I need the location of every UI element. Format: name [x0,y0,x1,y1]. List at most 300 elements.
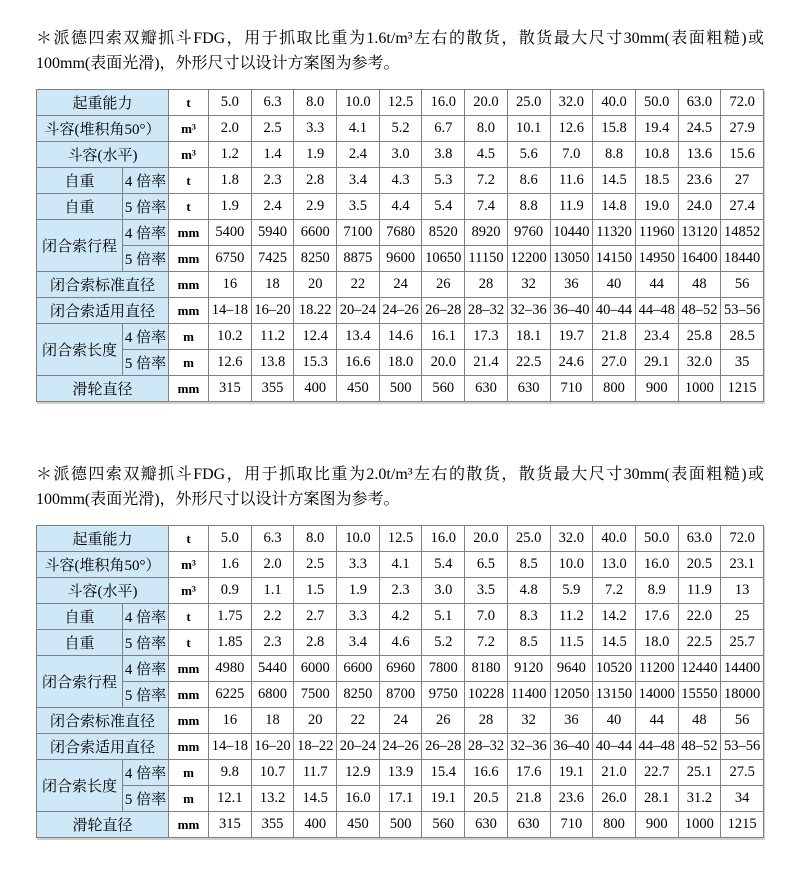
value-cell: 40–44 [593,298,636,324]
value-cell: 16.0 [337,786,380,812]
row-label: 滑轮直径 [37,376,169,402]
value-cell: 3.4 [337,168,380,194]
table-row [37,376,764,402]
value-cell: 44–48 [635,734,678,760]
table-row [37,630,764,656]
value-cell: 11.9 [678,578,721,604]
value-cell: 14950 [635,246,678,272]
table-row [37,142,764,168]
value-cell: 16–20 [251,298,294,324]
value-cell: 315 [209,812,252,838]
value-cell: 16.0 [422,90,465,116]
row-label: 自重 [37,194,123,220]
value-cell: 40 [593,708,636,734]
value-cell: 5.4 [422,194,465,220]
value-cell: 710 [550,812,593,838]
value-cell: 400 [294,812,337,838]
unit-cell: m³ [169,116,209,142]
value-cell: 5.6 [507,142,550,168]
value-cell: 5.0 [209,526,252,552]
table-row [37,324,764,350]
value-cell: 2.0 [251,552,294,578]
unit-cell: m [169,350,209,376]
value-cell: 18440 [721,246,764,272]
value-cell: 10.0 [550,552,593,578]
value-cell: 12.1 [209,786,252,812]
value-cell: 3.0 [379,142,422,168]
value-cell: 3.3 [337,552,380,578]
value-cell: 36–40 [550,734,593,760]
table-row [37,194,764,220]
intro-paragraph-2: ＊派德四索双瓣抓斗FDG，用于抓取比重为2.0t/m³左右的散货，散货最大尺寸30mm(表面粗糙)或100mm(表面光滑)，外形尺寸以设计方案图为参考。 [36,466,764,508]
value-cell: 5.2 [379,116,422,142]
value-cell: 18000 [721,682,764,708]
row-sublabel: 5 倍率 [123,682,169,708]
value-cell: 10520 [593,656,636,682]
spec-section-2 [36,462,764,838]
unit-cell: m [169,324,209,350]
value-cell: 15550 [678,682,721,708]
value-cell: 53–56 [721,734,764,760]
value-cell: 3.8 [422,142,465,168]
value-cell: 26 [422,708,465,734]
value-cell: 50.0 [635,90,678,116]
value-cell: 2.4 [337,142,380,168]
value-cell: 13.9 [379,760,422,786]
value-cell: 20–24 [337,298,380,324]
value-cell: 450 [337,376,380,402]
value-cell: 16 [209,272,252,298]
unit-cell: t [169,526,209,552]
value-cell: 16–20 [251,734,294,760]
value-cell: 5.3 [422,168,465,194]
value-cell: 32 [507,272,550,298]
value-cell: 36 [550,272,593,298]
value-cell: 13 [721,578,764,604]
row-sublabel: 4 倍率 [123,168,169,194]
value-cell: 53–56 [721,298,764,324]
value-cell: 25 [721,604,764,630]
value-cell: 20–24 [337,734,380,760]
value-cell: 20.0 [422,350,465,376]
unit-cell: mm [169,656,209,682]
value-cell: 10.1 [507,116,550,142]
value-cell: 16.6 [337,350,380,376]
value-cell: 3.0 [422,578,465,604]
value-cell: 19.1 [422,786,465,812]
value-cell: 20.5 [465,786,508,812]
value-cell: 24.6 [550,350,593,376]
value-cell: 9750 [422,682,465,708]
value-cell: 12.5 [379,90,422,116]
row-sublabel: 5 倍率 [123,786,169,812]
value-cell: 5.2 [422,630,465,656]
value-cell: 3.4 [337,630,380,656]
value-cell: 800 [593,812,636,838]
value-cell: 32.0 [550,90,593,116]
value-cell: 11400 [507,682,550,708]
value-cell: 10440 [550,220,593,246]
value-cell: 5940 [251,220,294,246]
value-cell: 900 [635,376,678,402]
value-cell: 12.6 [550,116,593,142]
value-cell: 4.8 [507,578,550,604]
value-cell: 21.4 [465,350,508,376]
value-cell: 9760 [507,220,550,246]
value-cell: 26–28 [422,298,465,324]
row-label: 斗容(水平) [37,142,169,168]
value-cell: 1.5 [294,578,337,604]
value-cell: 2.3 [251,630,294,656]
value-cell: 18 [251,708,294,734]
row-sublabel: 4 倍率 [123,324,169,350]
value-cell: 27.5 [721,760,764,786]
value-cell: 44 [635,708,678,734]
value-cell: 12.5 [379,526,422,552]
value-cell: 17.1 [379,786,422,812]
value-cell: 0.9 [209,578,252,604]
unit-cell: m³ [169,578,209,604]
table-row [37,656,764,682]
value-cell: 28.5 [721,324,764,350]
value-cell: 63.0 [678,526,721,552]
value-cell: 7.2 [465,168,508,194]
value-cell: 8180 [465,656,508,682]
value-cell: 22.7 [635,760,678,786]
unit-cell: t [169,90,209,116]
value-cell: 7680 [379,220,422,246]
value-cell: 48 [678,708,721,734]
row-label: 斗容(堆积角50°） [37,116,169,142]
value-cell: 23.6 [678,168,721,194]
value-cell: 560 [422,376,465,402]
value-cell: 9640 [550,656,593,682]
value-cell: 19.4 [635,116,678,142]
unit-cell: t [169,630,209,656]
value-cell: 500 [379,376,422,402]
value-cell: 14852 [721,220,764,246]
value-cell: 15.6 [721,142,764,168]
row-label: 闭合索适用直径 [37,734,169,760]
value-cell: 3.5 [337,194,380,220]
row-label: 闭合索行程 [37,656,123,708]
value-cell: 14150 [593,246,636,272]
unit-cell: mm [169,272,209,298]
value-cell: 1.8 [209,168,252,194]
value-cell: 22 [337,708,380,734]
value-cell: 14–18 [209,734,252,760]
table-row [37,812,764,838]
value-cell: 12050 [550,682,593,708]
row-sublabel: 5 倍率 [123,194,169,220]
value-cell: 6800 [251,682,294,708]
value-cell: 14000 [635,682,678,708]
value-cell: 22.5 [678,630,721,656]
value-cell: 22 [337,272,380,298]
value-cell: 2.0 [209,116,252,142]
value-cell: 1000 [678,812,721,838]
value-cell: 12.6 [209,350,252,376]
value-cell: 2.3 [379,578,422,604]
value-cell: 23.6 [550,786,593,812]
value-cell: 11320 [593,220,636,246]
value-cell: 2.5 [294,552,337,578]
value-cell: 27.4 [721,194,764,220]
value-cell: 20 [294,708,337,734]
value-cell: 21.0 [593,760,636,786]
value-cell: 2.8 [294,168,337,194]
row-sublabel: 4 倍率 [123,220,169,246]
unit-cell: mm [169,220,209,246]
value-cell: 2.4 [251,194,294,220]
value-cell: 18–22 [294,734,337,760]
value-cell: 8250 [294,246,337,272]
value-cell: 36–40 [550,298,593,324]
value-cell: 72.0 [721,90,764,116]
value-cell: 4980 [209,656,252,682]
value-cell: 11150 [465,246,508,272]
value-cell: 630 [507,376,550,402]
value-cell: 20.0 [465,526,508,552]
value-cell: 5.9 [550,578,593,604]
unit-cell: mm [169,812,209,838]
row-sublabel: 4 倍率 [123,656,169,682]
value-cell: 7.0 [465,604,508,630]
table-row [37,578,764,604]
value-cell: 2.3 [251,168,294,194]
value-cell: 800 [593,376,636,402]
value-cell: 630 [465,376,508,402]
table-row [37,246,764,272]
value-cell: 8.0 [465,116,508,142]
value-cell: 10.2 [209,324,252,350]
value-cell: 11.9 [550,194,593,220]
value-cell: 1.2 [209,142,252,168]
row-sublabel: 4 倍率 [123,604,169,630]
value-cell: 10.0 [337,90,380,116]
value-cell: 15.8 [593,116,636,142]
row-sublabel: 5 倍率 [123,630,169,656]
row-label: 闭合索适用直径 [37,298,169,324]
value-cell: 7100 [337,220,380,246]
value-cell: 2.8 [294,630,337,656]
value-cell: 32–36 [507,734,550,760]
value-cell: 11.2 [550,604,593,630]
value-cell: 24 [379,272,422,298]
value-cell: 1.9 [209,194,252,220]
value-cell: 7.0 [550,142,593,168]
value-cell: 18.0 [379,350,422,376]
value-cell: 40 [593,272,636,298]
value-cell: 14400 [721,656,764,682]
value-cell: 21.8 [507,786,550,812]
value-cell: 25.1 [678,760,721,786]
value-cell: 3.3 [337,604,380,630]
value-cell: 20.0 [465,90,508,116]
table-row [37,90,764,116]
value-cell: 14–18 [209,298,252,324]
value-cell: 21.8 [593,324,636,350]
value-cell: 5.4 [422,552,465,578]
value-cell: 56 [721,272,764,298]
row-sublabel: 4 倍率 [123,760,169,786]
row-label: 闭合索长度 [37,324,123,376]
value-cell: 11.6 [550,168,593,194]
spec-table-body [37,526,764,838]
value-cell: 48–52 [678,298,721,324]
value-cell: 12.9 [337,760,380,786]
value-cell: 1.6 [209,552,252,578]
value-cell: 6000 [294,656,337,682]
value-cell: 10.0 [337,526,380,552]
value-cell: 1.9 [294,142,337,168]
row-label: 闭合索长度 [37,760,123,812]
value-cell: 4.3 [379,168,422,194]
spec-table [36,89,764,402]
value-cell: 9120 [507,656,550,682]
value-cell: 18.5 [635,168,678,194]
unit-cell: mm [169,734,209,760]
value-cell: 16.1 [422,324,465,350]
value-cell: 13.0 [593,552,636,578]
value-cell: 315 [209,376,252,402]
value-cell: 6.7 [422,116,465,142]
value-cell: 6.5 [465,552,508,578]
value-cell: 1215 [721,812,764,838]
value-cell: 8920 [465,220,508,246]
value-cell: 18 [251,272,294,298]
value-cell: 4.1 [337,116,380,142]
value-cell: 13.2 [251,786,294,812]
value-cell: 6.3 [251,90,294,116]
value-cell: 40–44 [593,734,636,760]
value-cell: 20 [294,272,337,298]
value-cell: 8.0 [294,526,337,552]
value-cell: 44–48 [635,298,678,324]
spec-table [36,525,764,838]
value-cell: 25.7 [721,630,764,656]
value-cell: 7800 [422,656,465,682]
unit-cell: mm [169,246,209,272]
value-cell: 22.5 [507,350,550,376]
value-cell: 5440 [251,656,294,682]
value-cell: 14.5 [294,786,337,812]
value-cell: 19.0 [635,194,678,220]
value-cell: 14.5 [593,168,636,194]
value-cell: 18.1 [507,324,550,350]
row-label: 起重能力 [37,90,169,116]
value-cell: 25.8 [678,324,721,350]
table-row [37,708,764,734]
value-cell: 355 [251,812,294,838]
row-label: 起重能力 [37,526,169,552]
unit-cell: m³ [169,552,209,578]
row-label: 斗容(堆积角50°） [37,552,169,578]
value-cell: 8.9 [635,578,678,604]
value-cell: 450 [337,812,380,838]
value-cell: 13120 [678,220,721,246]
value-cell: 4.2 [379,604,422,630]
value-cell: 1.85 [209,630,252,656]
value-cell: 35 [721,350,764,376]
value-cell: 10.8 [635,142,678,168]
table-row [37,116,764,142]
value-cell: 500 [379,812,422,838]
unit-cell: t [169,194,209,220]
value-cell: 10.7 [251,760,294,786]
value-cell: 630 [507,812,550,838]
value-cell: 7425 [251,246,294,272]
value-cell: 32.0 [550,526,593,552]
row-label: 闭合索标准直径 [37,272,169,298]
value-cell: 14.8 [593,194,636,220]
value-cell: 355 [251,376,294,402]
value-cell: 27.0 [593,350,636,376]
value-cell: 2.7 [294,604,337,630]
value-cell: 63.0 [678,90,721,116]
value-cell: 27.9 [721,116,764,142]
value-cell: 4.5 [465,142,508,168]
value-cell: 11.7 [294,760,337,786]
value-cell: 1215 [721,376,764,402]
value-cell: 44 [635,272,678,298]
value-cell: 29.1 [635,350,678,376]
value-cell: 27 [721,168,764,194]
value-cell: 1000 [678,376,721,402]
row-label: 闭合索行程 [37,220,123,272]
value-cell: 8875 [337,246,380,272]
value-cell: 9.8 [209,760,252,786]
table-row [37,760,764,786]
table-row [37,526,764,552]
value-cell: 2.5 [251,116,294,142]
value-cell: 24 [379,708,422,734]
table-row [37,682,764,708]
row-sublabel: 5 倍率 [123,246,169,272]
value-cell: 36 [550,708,593,734]
value-cell: 560 [422,812,465,838]
value-cell: 25.0 [507,90,550,116]
value-cell: 31.2 [678,786,721,812]
value-cell: 11960 [635,220,678,246]
value-cell: 8.6 [507,168,550,194]
value-cell: 8520 [422,220,465,246]
row-label: 滑轮直径 [37,812,169,838]
value-cell: 18.0 [635,630,678,656]
value-cell: 2.9 [294,194,337,220]
unit-cell: t [169,604,209,630]
value-cell: 48 [678,272,721,298]
value-cell: 6600 [337,656,380,682]
value-cell: 710 [550,376,593,402]
value-cell: 24–26 [379,298,422,324]
value-cell: 1.9 [337,578,380,604]
value-cell: 11200 [635,656,678,682]
unit-cell: mm [169,682,209,708]
spec-section-1 [36,26,764,402]
value-cell: 14.6 [379,324,422,350]
value-cell: 12440 [678,656,721,682]
value-cell: 17.6 [507,760,550,786]
value-cell: 19.7 [550,324,593,350]
value-cell: 8.5 [507,630,550,656]
value-cell: 9600 [379,246,422,272]
value-cell: 32 [507,708,550,734]
value-cell: 23.1 [721,552,764,578]
table-row [37,604,764,630]
unit-cell: m³ [169,142,209,168]
value-cell: 8.8 [593,142,636,168]
